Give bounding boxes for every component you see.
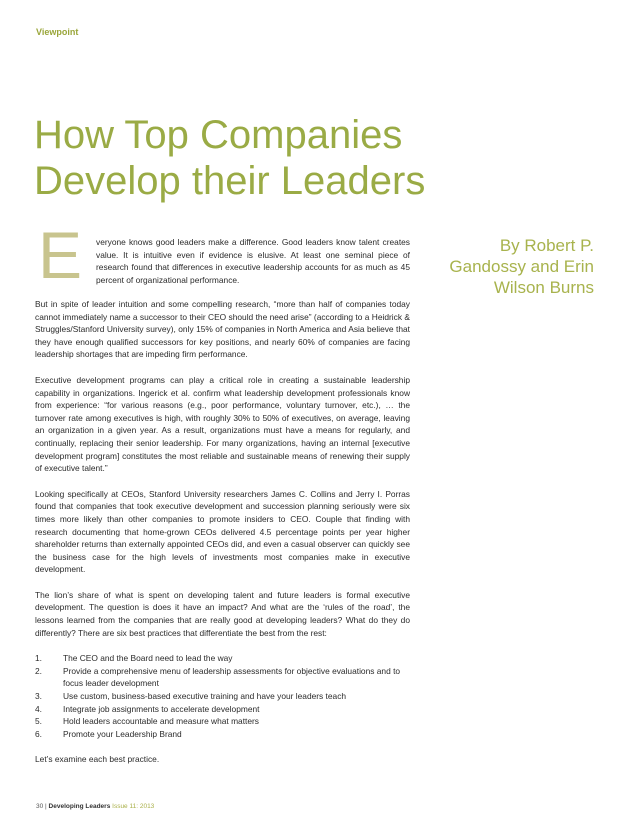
list-item [35, 652, 410, 665]
author-byline: By Robert P. Gandossy and Erin Wilson Burns [449, 236, 594, 297]
list-number: 5. [35, 716, 42, 727]
list-number: 3. [35, 691, 42, 702]
list-text: Hold leaders accountable and measure what matters [63, 716, 259, 727]
list-text: Use custom, business-based executive training and have your leaders teach [63, 691, 347, 702]
issue-label: Issue 11: 2013 [112, 803, 155, 810]
list-item [35, 715, 410, 728]
intro-paragraph: veryone knows good leaders make a difference. Good leaders know talent creates value. It is intuitive even if evidence is elusive. At least one seminal piece of research found that differences in executive leadership accounts for as much as 45 percent of organizational performance. [96, 237, 410, 285]
list-item [35, 703, 410, 716]
best-practices-list [35, 652, 410, 740]
list-number: 1. [35, 653, 42, 664]
closing-line: Let’s examine each best practice. [35, 754, 160, 765]
list-number: 4. [35, 703, 42, 714]
list-text: Integrate job assignments to accelerate development [63, 703, 260, 714]
list-text: Provide a comprehensive menu of leadership assessments for objective evaluations and to focus leader development [63, 665, 401, 689]
drop-cap: E [38, 218, 83, 292]
page-number: 30 | [36, 803, 47, 810]
article-body [35, 298, 410, 779]
list-number: 2. [35, 665, 42, 676]
body-paragraph: The lion’s share of what is spent on developing talent and future leaders is formal executive development. The question is does it have an impact? And what are the ‘rules of the road’, the lessons learned from the companies that are really good at developing leaders? What do they do differently? There are six best practices that differentiate the best from the rest: [35, 589, 410, 638]
body-paragraph: Executive development programs can play a critical role in creating a sustainable leadership capability in organizations. Ingerick et al. confirm what leadership development professionals know from experience: “for various reasons (e.g., poor performance, voluntary turnover, etc.), … the turnover rate among executives is high, with roughly 30% to 50% of executives, on average, leaving an organization in a given year. As a result, organizations must have a means for regularly, and continually, replacing their senior leadership. For many organizations, having an internal [executive development program] constitutes the most reliable and sustainable means of renewing their supply of executive talent.” [35, 374, 410, 474]
list-item [35, 728, 410, 741]
list-text: The CEO and the Board need to lead the way [63, 653, 233, 664]
list-item [35, 665, 410, 690]
publication-name: Developing Leaders [48, 803, 111, 810]
section-label: Viewpoint [36, 27, 79, 37]
body-paragraph: But in spite of leader intuition and some compelling research, “more than half of companies today cannot immediately name a successor to their CEO should the need arise” (according to a Heidrick & Struggles/Stanford University survey), only 15% of companies in North America and Asia believe that they have enough qualified successors for key positions, and nearly 60% of companies are facing leadership shortages that are impeding firm performance. [35, 299, 410, 360]
list-number: 6. [35, 728, 42, 739]
list-item [35, 690, 410, 703]
article-title: How Top Companies Develop their Leaders [34, 113, 426, 203]
list-text: Promote your Leadership Brand [63, 728, 182, 739]
body-paragraph: Looking specifically at CEOs, Stanford University researchers James C. Collins and Jerry I. Porras found that companies that took executive development and succession planning seriously were six times more likely than other companies to promote insiders to CEO. Couple that finding with research documenting that home-grown CEOs delivered 4.5 percentage points per year higher shareholder returns than externally appointed CEOs did, and even a casual observer can quickly see the business case for the high levels of investments most companies make in executive development. [35, 488, 410, 575]
page-footer [36, 803, 154, 810]
